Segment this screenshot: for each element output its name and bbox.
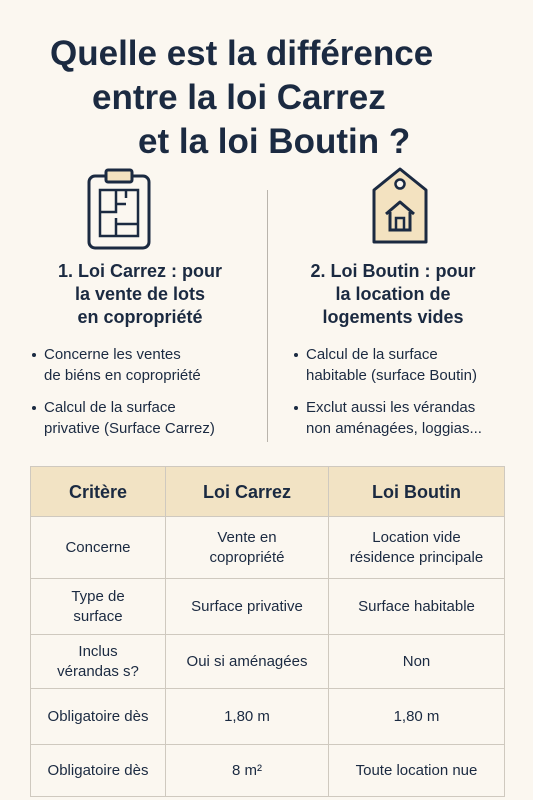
table-row — [31, 689, 505, 745]
section-title-boutin — [283, 260, 503, 329]
bullet-line: de biéns en copropriété — [44, 367, 201, 384]
section-title-line: la vente de lots — [74, 284, 206, 304]
table-row — [31, 745, 505, 797]
table-cell — [31, 745, 166, 797]
cell-line: Toute location nue — [355, 761, 478, 779]
table-cell — [329, 579, 505, 635]
bullet-line: habitable (surface Boutin) — [306, 367, 477, 384]
clipboard-floorplan-icon — [86, 168, 152, 250]
cell-line: 1,80 m — [224, 707, 270, 725]
table-cell — [329, 517, 505, 579]
table-cell — [31, 579, 166, 635]
table-row — [31, 579, 505, 635]
list-item — [30, 397, 262, 439]
section-title-line: 2. Loi Boutin : pour — [310, 261, 476, 281]
list-item — [292, 344, 524, 386]
table-cell — [166, 579, 329, 635]
carrez-bullet-list — [30, 344, 262, 450]
title-line-3: et la loi Boutin ? — [138, 122, 411, 161]
table-header-criterion: Critère — [31, 467, 166, 517]
column-divider — [267, 190, 268, 442]
table-cell — [329, 745, 505, 797]
section-title-line: logements vides — [322, 307, 464, 327]
bullet-line: Calcul de la surface — [306, 346, 438, 363]
section-title-line: 1. Loi Carrez : pour — [57, 261, 223, 281]
cell-line: Type de — [71, 587, 125, 605]
cell-line: Obligatoire dès — [47, 761, 149, 779]
cell-line: Oui si aménagées — [186, 652, 308, 670]
table-cell — [329, 689, 505, 745]
boutin-bullet-list — [292, 344, 524, 450]
table-cell — [166, 689, 329, 745]
table-cell — [166, 745, 329, 797]
table-header-row — [31, 467, 505, 517]
table-cell — [166, 517, 329, 579]
cell-line: copropriété — [209, 548, 285, 566]
section-title-line: la location de — [335, 284, 451, 304]
cell-line: Inclus — [78, 642, 118, 660]
bullet-line: Exclut aussi les vérandas — [306, 399, 476, 416]
cell-line: surface — [73, 607, 123, 625]
bullet-line: Calcul de la surface — [44, 399, 176, 416]
bullet-line: Concerne les ventes — [44, 346, 181, 363]
table-cell — [31, 689, 166, 745]
table-header-carrez: Loi Carrez — [166, 467, 329, 517]
cell-line: Location vide — [372, 528, 461, 546]
section-title-line: en copropriété — [77, 307, 203, 327]
title-line-1: Quelle est la différence — [50, 34, 434, 73]
comparison-table — [30, 466, 505, 797]
list-item — [292, 397, 524, 439]
cell-line: Vente en — [217, 528, 277, 546]
cell-line: 8 m² — [232, 761, 262, 779]
cell-line: Concerne — [65, 538, 131, 556]
table-row — [31, 635, 505, 689]
table-cell — [329, 635, 505, 689]
section-title-carrez — [30, 260, 250, 329]
house-tag-icon — [370, 166, 430, 246]
table-row — [31, 517, 505, 579]
bullet-line: non aménagées, loggias... — [306, 420, 482, 437]
table-header-boutin: Loi Boutin — [329, 467, 505, 517]
cell-line: Surface privative — [191, 597, 303, 615]
title-line-2: entre la loi Carrez — [92, 78, 386, 117]
bullet-line: privative (Surface Carrez) — [44, 420, 215, 437]
cell-line: 1,80 m — [393, 707, 440, 725]
cell-line: Surface habitable — [358, 597, 475, 615]
cell-line: résidence principale — [349, 548, 484, 566]
cell-line: vérandas s? — [57, 662, 139, 680]
table-cell — [166, 635, 329, 689]
cell-line: Non — [402, 652, 431, 670]
cell-line: Obligatoire dès — [47, 707, 149, 725]
table-cell — [31, 517, 166, 579]
list-item — [30, 344, 262, 386]
table-cell — [31, 635, 166, 689]
table-body — [31, 517, 505, 797]
